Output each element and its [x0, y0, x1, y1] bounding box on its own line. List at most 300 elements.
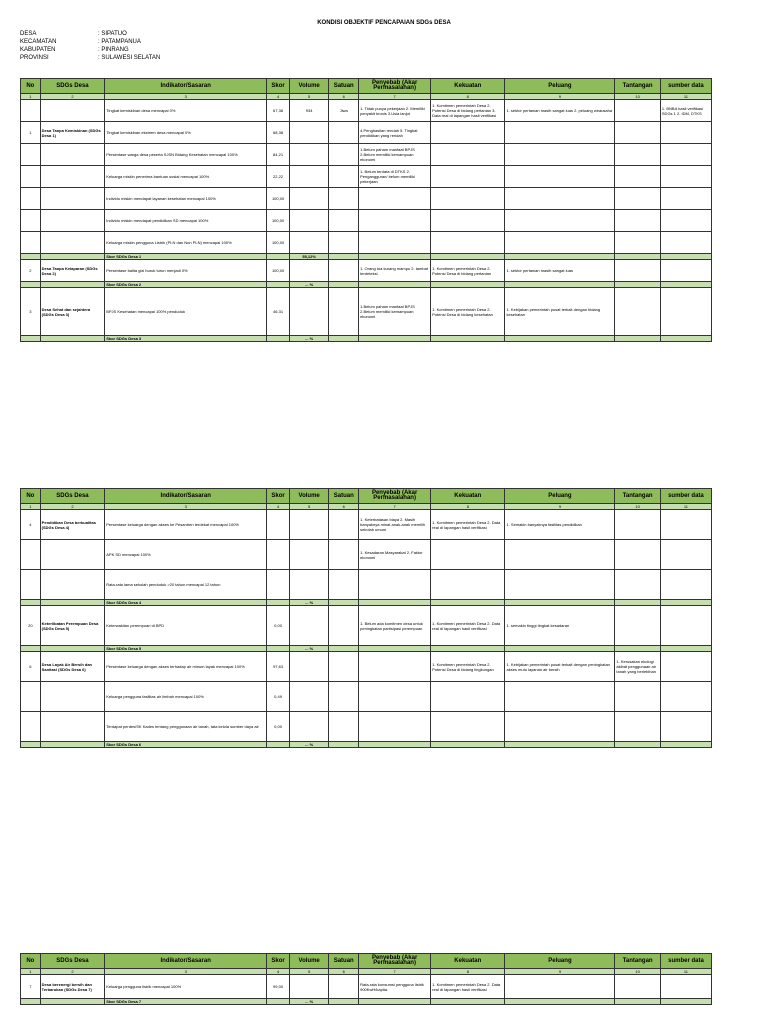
- table-cell: [660, 260, 711, 282]
- column-number: 6: [329, 969, 359, 975]
- table-row: [21, 260, 712, 282]
- column-number: 7: [359, 504, 431, 510]
- column-header: Satuan: [329, 954, 359, 969]
- table-cell: 1. Kerusakan ekologi akibat penggunaan air tanah yang berlebihan: [615, 652, 661, 682]
- column-header: Tantangan: [615, 79, 661, 94]
- table-cell: [359, 210, 431, 232]
- table-cell: [329, 742, 359, 748]
- table-row: [21, 100, 712, 122]
- table-cell: [21, 100, 41, 122]
- table-cell: [660, 606, 711, 646]
- table-cell: 1.Belum paham manfaat BPJS 2.Belum memiliki kemampuan ekonomi: [359, 144, 431, 166]
- column-header: sumber data: [660, 954, 711, 969]
- table-cell: [615, 144, 661, 166]
- table-cell: 1. sektor pertanian masih sangat luas 2. peluang wirausaha: [505, 100, 615, 122]
- table-cell: [21, 742, 41, 748]
- table-cell: [329, 210, 359, 232]
- table-cell: 1. Komitmen pemerintah Desa 2. Potensi Desa di bidang pertanian 3. Data real di lapangan hasil verifikasi: [431, 100, 505, 122]
- table-cell: [329, 144, 359, 166]
- table-cell: [40, 100, 105, 122]
- table-cell: [267, 336, 290, 342]
- table-cell: [40, 232, 105, 254]
- table-row: [21, 188, 712, 210]
- table-cell: 55,12%: [289, 254, 328, 260]
- column-number: 11: [660, 969, 711, 975]
- column-header: Volume: [289, 954, 328, 969]
- table-cell: [660, 144, 711, 166]
- table-cell: [40, 570, 105, 600]
- table-row: [21, 210, 712, 232]
- table-row: [21, 570, 712, 600]
- table-cell: 1. Belum terdata di DTKS 2. Pengangguran/ belum memiliki pekerjaan: [359, 166, 431, 188]
- column-header: sumber data: [660, 489, 711, 504]
- column-header: Skor: [267, 954, 290, 969]
- table-cell: [289, 540, 328, 570]
- table-cell: [359, 570, 431, 600]
- table-cell: [359, 336, 431, 342]
- table-cell: [505, 742, 615, 748]
- table-cell: [660, 652, 711, 682]
- table-cell: [267, 540, 290, 570]
- table-row: [21, 122, 712, 144]
- table-cell: Persentase keluarga dengan akses terhadap air minum layak mencapai 100%: [105, 652, 267, 682]
- table-cell: [660, 999, 711, 1005]
- table-cell: 6: [21, 652, 41, 682]
- table-cell: [289, 682, 328, 712]
- table-cell: [329, 122, 359, 144]
- column-number: 6: [329, 94, 359, 100]
- table-cell: [431, 144, 505, 166]
- table-cell: APK SD mencapai 100%: [105, 540, 267, 570]
- column-header: Indikator/Sasaran: [105, 954, 267, 969]
- meta-value: : PATAMPANUA: [98, 39, 141, 45]
- table-cell: [615, 570, 661, 600]
- sdgs-table-2: [20, 488, 712, 748]
- table-cell: Individu miskin mendapat layanan kesehatan mencapai 100%: [105, 188, 267, 210]
- table-cell: [615, 682, 661, 712]
- table-cell: Desa Sehat dan sejahtera (SDGs Desa 3): [40, 288, 105, 336]
- column-number: 9: [505, 94, 615, 100]
- table-cell: [329, 232, 359, 254]
- score-row: [21, 999, 712, 1005]
- column-header: Penyebab (Akar Permasalahan): [359, 489, 431, 504]
- table-cell: [329, 999, 359, 1005]
- column-header: Volume: [289, 489, 328, 504]
- meta-label: PROVINSI: [20, 55, 49, 61]
- table-cell: 1. Keterbatasan biaya 2. Masih banyaknya minat anak-anak memilih sekolah umum: [359, 510, 431, 540]
- table-row: [21, 712, 712, 742]
- table-cell: BPJS Kesehatan mencapai 100% penduduk: [105, 288, 267, 336]
- table-cell: [615, 232, 661, 254]
- meta-row: [20, 54, 160, 62]
- table-cell: [21, 570, 41, 600]
- table-cell: 100,00: [267, 188, 290, 210]
- table-cell: Rata-rata lama sekolah penduduk >20 tahun mencapai 12 tahun: [105, 570, 267, 600]
- table-cell: 1. Komitmen pemerintah Desa 2. Potensi Desa di bidang pertanian: [431, 260, 505, 282]
- table-cell: 46,31: [267, 288, 290, 336]
- table-cell: [359, 999, 431, 1005]
- table-cell: [289, 288, 328, 336]
- table-cell: [431, 188, 505, 210]
- column-number: 5: [289, 969, 328, 975]
- table-cell: 0,00: [267, 712, 290, 742]
- column-number: 1: [21, 969, 41, 975]
- table-cell: [505, 336, 615, 342]
- table-cell: 2: [21, 260, 41, 282]
- table-cell: [431, 210, 505, 232]
- table-cell: [289, 188, 328, 210]
- column-number: 2: [40, 94, 105, 100]
- table-cell: [359, 652, 431, 682]
- column-number: 5: [289, 504, 328, 510]
- column-number: 7: [359, 969, 431, 975]
- table-cell: [615, 742, 661, 748]
- table-cell: 1. Orang tua kurang mampu 2. tambat terdeteksi: [359, 260, 431, 282]
- table-cell: [431, 742, 505, 748]
- table-cell: [289, 975, 328, 999]
- table-cell: [660, 288, 711, 336]
- column-header: Tantangan: [615, 489, 661, 504]
- column-header: No: [21, 79, 41, 94]
- table-cell: [289, 652, 328, 682]
- score-label: Skor SDGs Desa 7: [105, 999, 267, 1005]
- table-cell: [505, 999, 615, 1005]
- score-row: [21, 336, 712, 342]
- column-number: 10: [615, 969, 661, 975]
- table-cell: ... %: [289, 282, 328, 288]
- column-number: 11: [660, 504, 711, 510]
- column-number: 4: [267, 504, 290, 510]
- table-cell: ... %: [289, 742, 328, 748]
- village-info: [20, 30, 160, 62]
- column-header: SDGs Desa: [40, 489, 105, 504]
- meta-label: KECAMATAN: [20, 39, 57, 45]
- column-number: 10: [615, 504, 661, 510]
- column-number: 2: [40, 969, 105, 975]
- table-cell: Keluarga miskin pengguna Listrik (PLN dan Non PLN) mencapai 100%: [105, 232, 267, 254]
- table-cell: [21, 540, 41, 570]
- table-cell: 3: [21, 288, 41, 336]
- table-row: [21, 606, 712, 646]
- table-cell: [359, 712, 431, 742]
- table-row: [21, 652, 712, 682]
- table-cell: Tingkat kemiskinan desa mencapai 0%: [105, 100, 267, 122]
- table-cell: [289, 712, 328, 742]
- table-cell: Pendidikan Desa berkualitas (SDGs Desa 4): [40, 510, 105, 540]
- table-cell: [289, 144, 328, 166]
- table-cell: 20: [21, 606, 41, 646]
- table-cell: [660, 336, 711, 342]
- header-row: [21, 489, 712, 504]
- table-cell: [615, 606, 661, 646]
- table-cell: [21, 682, 41, 712]
- table-cell: Keluarga pengguna listrik mencapai 100%: [105, 975, 267, 999]
- table-cell: [505, 210, 615, 232]
- table-cell: [505, 166, 615, 188]
- table-cell: 1. Komitmen pemerintah Desa 2. Data real di lapangan hasil verifikasi: [431, 510, 505, 540]
- column-number: 8: [431, 94, 505, 100]
- column-header: Satuan: [329, 489, 359, 504]
- table-row: [21, 288, 712, 336]
- score-row: [21, 742, 712, 748]
- column-header: Kekuatan: [431, 489, 505, 504]
- table-cell: ... %: [289, 600, 328, 606]
- column-number: 4: [267, 94, 290, 100]
- table-cell: 1. Komitmen pemerintah Desa 2. Data real di lapangan hasil verifikasi: [431, 606, 505, 646]
- table-cell: [615, 975, 661, 999]
- column-header: SDGs Desa: [40, 954, 105, 969]
- score-label: Skor SDGs Desa 3: [105, 336, 267, 342]
- table-cell: [615, 288, 661, 336]
- column-header: sumber data: [660, 79, 711, 94]
- table-cell: 68,38: [267, 122, 290, 144]
- table-cell: Tingkat kemiskinan ekstrem desa mencapai 0%: [105, 122, 267, 144]
- table-cell: [40, 188, 105, 210]
- table-cell: 100,00: [267, 260, 290, 282]
- table-row: [21, 166, 712, 188]
- table-row: [21, 232, 712, 254]
- column-number: 1: [21, 94, 41, 100]
- table-cell: [40, 540, 105, 570]
- table-cell: [505, 188, 615, 210]
- table-cell: [505, 232, 615, 254]
- table-cell: [329, 682, 359, 712]
- table-cell: 1. Semakin banyaknya fasilitas pendidikan: [505, 510, 615, 540]
- score-label: Skor SDGs Desa 6: [105, 742, 267, 748]
- score-label: Skor SDGs Desa 4: [105, 600, 267, 606]
- table-cell: [505, 540, 615, 570]
- table-cell: Jiwa: [329, 100, 359, 122]
- table-cell: Desa Layak Air Bersih dan Sanitasi (SDGs Desa 6): [40, 652, 105, 682]
- table-cell: [431, 122, 505, 144]
- table-cell: 7: [21, 975, 41, 999]
- table-cell: [21, 232, 41, 254]
- table-cell: [505, 682, 615, 712]
- table-cell: 67,36: [267, 100, 290, 122]
- table-cell: [289, 510, 328, 540]
- table-cell: [431, 999, 505, 1005]
- sdgs-table-3: [20, 953, 712, 1005]
- column-number: 8: [431, 504, 505, 510]
- table-cell: [660, 166, 711, 188]
- table-row: [21, 510, 712, 540]
- table-cell: ... %: [289, 336, 328, 342]
- column-number: 7: [359, 94, 431, 100]
- table-cell: [615, 712, 661, 742]
- meta-label: KABUPATEN: [20, 47, 56, 53]
- table-cell: [505, 570, 615, 600]
- table-cell: 1: [21, 122, 41, 144]
- table-cell: [40, 210, 105, 232]
- table-cell: [329, 188, 359, 210]
- column-header: No: [21, 489, 41, 504]
- table-cell: 1. Kesadaran Masyarakat 2. Faktor ekonomi: [359, 540, 431, 570]
- table-cell: 1. Belum ada komitmen desa untuk peningkatan partisipasi perempuan: [359, 606, 431, 646]
- table-cell: [359, 188, 431, 210]
- table-cell: [289, 570, 328, 600]
- column-header: Satuan: [329, 79, 359, 94]
- table-cell: Keterwakilan perempuan di BPD: [105, 606, 267, 646]
- table-cell: 99,00: [267, 975, 290, 999]
- table-cell: [40, 166, 105, 188]
- table-cell: [615, 260, 661, 282]
- table-cell: [431, 682, 505, 712]
- table-row: [21, 975, 712, 999]
- table-cell: [660, 210, 711, 232]
- table-cell: [329, 288, 359, 336]
- column-number: 9: [505, 504, 615, 510]
- column-number: 3: [105, 969, 267, 975]
- table-cell: Desa Tanpa Kelaparan (SDGs Desa 2): [40, 260, 105, 282]
- table-cell: 1. BNBA hasil verifikasi SDGs 1 2. IDM, DTKS: [660, 100, 711, 122]
- meta-value: : SULAWESI SELATAN: [98, 55, 161, 61]
- table-cell: [267, 742, 290, 748]
- table-cell: [329, 336, 359, 342]
- column-number: 1: [21, 504, 41, 510]
- table-cell: [329, 975, 359, 999]
- table-cell: [289, 260, 328, 282]
- table-cell: [615, 166, 661, 188]
- column-header: Peluang: [505, 79, 615, 94]
- column-header: SDGs Desa: [40, 79, 105, 94]
- table-cell: 1. Kebijakan pemerintah pusat terkait dengan bidang kesehatan: [505, 288, 615, 336]
- table-cell: [660, 122, 711, 144]
- header-row: [21, 954, 712, 969]
- table-cell: [660, 540, 711, 570]
- column-header: Indikator/Sasaran: [105, 79, 267, 94]
- table-cell: [21, 188, 41, 210]
- score-label: Skor SDGs Desa 2: [105, 282, 267, 288]
- table-cell: [289, 166, 328, 188]
- table-cell: 934: [289, 100, 328, 122]
- table-cell: [21, 210, 41, 232]
- table-cell: [359, 742, 431, 748]
- table-cell: 1. Tidak punya pekerjaan 2. Memiliki penyakit kronis 3.Usia lanjut: [359, 100, 431, 122]
- page-title: KONDISI OBJEKTIF PENCAPAIAN SDGs DESA: [317, 20, 451, 26]
- table-cell: [40, 742, 105, 748]
- sdgs-table-1: [20, 78, 712, 342]
- table-cell: 1. Komitmen pemerintah Desa 2. Potensi Desa di bidang kesehatan: [431, 288, 505, 336]
- table-cell: [329, 712, 359, 742]
- table-cell: [329, 510, 359, 540]
- table-cell: 1. sektor pertanian masih sangat luas: [505, 260, 615, 282]
- table-cell: [40, 712, 105, 742]
- table-cell: Desa berenergi bersih dan Terbarukan (SDGs Desa 7): [40, 975, 105, 999]
- table-cell: Persentase keluarga dengan akses ke Pesantren terdekat mencapai 100%: [105, 510, 267, 540]
- table-cell: [660, 712, 711, 742]
- table-cell: [431, 540, 505, 570]
- meta-row: [20, 38, 160, 46]
- table-cell: [660, 682, 711, 712]
- column-header: Penyebab (Akar Permasalahan): [359, 79, 431, 94]
- table-row: [21, 144, 712, 166]
- table-cell: [21, 336, 41, 342]
- table-cell: [359, 682, 431, 712]
- table-cell: [660, 570, 711, 600]
- table-cell: [40, 144, 105, 166]
- table-cell: [21, 144, 41, 166]
- table-cell: [329, 570, 359, 600]
- table-cell: [660, 975, 711, 999]
- table-cell: Persentase warga desa peserta SJSN Bidang Kesehatan mencapai 100%: [105, 144, 267, 166]
- table-cell: [431, 570, 505, 600]
- table-cell: [615, 999, 661, 1005]
- table-row: [21, 682, 712, 712]
- table-cell: [431, 712, 505, 742]
- table-cell: [267, 999, 290, 1005]
- table-cell: [615, 336, 661, 342]
- column-number: 8: [431, 969, 505, 975]
- column-header: Volume: [289, 79, 328, 94]
- column-header: Peluang: [505, 489, 615, 504]
- table-cell: [40, 999, 105, 1005]
- column-number: 3: [105, 504, 267, 510]
- table-cell: [267, 510, 290, 540]
- score-label: Skor SDGs Desa 5: [105, 646, 267, 652]
- table-cell: 1. Kebijakan pemerintah pusat terkait dengan peningkatan akses mutu layanan air bersih: [505, 652, 615, 682]
- table-cell: [660, 188, 711, 210]
- table-cell: [615, 122, 661, 144]
- table-cell: [615, 100, 661, 122]
- table-cell: Individu miskin mendapat pendidikan SD mencapai 100%: [105, 210, 267, 232]
- column-number: 10: [615, 94, 661, 100]
- meta-row: [20, 46, 160, 54]
- table-cell: [505, 712, 615, 742]
- table-cell: 1.Belum paham manfaat BPJS 2.Belum memiliki kemampuan ekonomi: [359, 288, 431, 336]
- column-number: 9: [505, 969, 615, 975]
- table-cell: [40, 682, 105, 712]
- column-number: 3: [105, 94, 267, 100]
- table-cell: [289, 232, 328, 254]
- column-header: Tantangan: [615, 954, 661, 969]
- column-header: Penyebab (Akar Permasalahan): [359, 954, 431, 969]
- table-cell: 0,49: [267, 682, 290, 712]
- table-cell: [660, 510, 711, 540]
- table-cell: [660, 742, 711, 748]
- table-cell: [431, 232, 505, 254]
- column-number: 5: [289, 94, 328, 100]
- table-cell: 4: [21, 510, 41, 540]
- table-cell: [615, 188, 661, 210]
- table-cell: 22,22: [267, 166, 290, 188]
- table-cell: ... %: [289, 999, 328, 1005]
- table-cell: [505, 975, 615, 999]
- table-cell: [40, 336, 105, 342]
- meta-value: : PINRANG: [98, 47, 129, 53]
- table-cell: [329, 260, 359, 282]
- table-cell: 100,00: [267, 210, 290, 232]
- table-cell: [329, 606, 359, 646]
- table-cell: [329, 540, 359, 570]
- table-cell: ... %: [289, 646, 328, 652]
- table-cell: 97,63: [267, 652, 290, 682]
- table-cell: 1. semakin tinggi tingkat kesadaran: [505, 606, 615, 646]
- table-cell: [289, 210, 328, 232]
- table-cell: 100,00: [267, 232, 290, 254]
- table-cell: 4.Penghasilan rendah 5. Tingkat pendidikan yang rendah: [359, 122, 431, 144]
- table-cell: Terdapat perdes/SK Kades tentang penggunaan air tanah, tata kelola sumber daya air: [105, 712, 267, 742]
- table-cell: 1. Komitmen pemerintah Desa 2. Potensi Desa di bidang lingkungan: [431, 652, 505, 682]
- table-cell: Keterlibatan Perempuan Desa (SDGs Desa 5): [40, 606, 105, 646]
- table-cell: [289, 122, 328, 144]
- table-cell: [329, 652, 359, 682]
- table-cell: [615, 210, 661, 232]
- table-cell: [329, 166, 359, 188]
- column-number: 4: [267, 969, 290, 975]
- table-row: [21, 540, 712, 570]
- table-cell: Rata-rata konsumsi pengguna listrik 900KwH/kapita.: [359, 975, 431, 999]
- column-number: 11: [660, 94, 711, 100]
